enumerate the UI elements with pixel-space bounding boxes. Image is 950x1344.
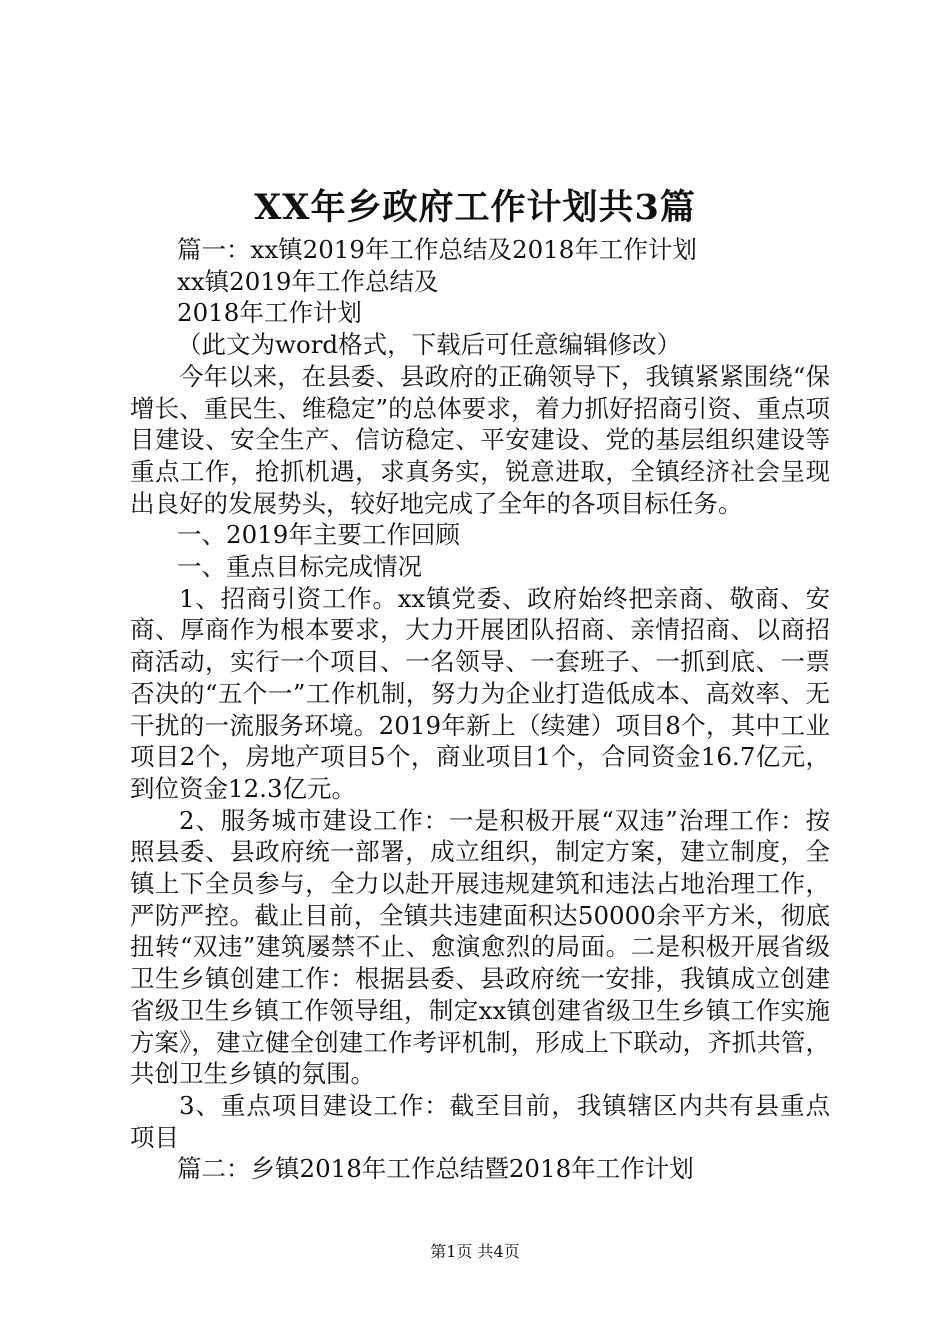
paragraph-investment: 1、招商引资工作。xx镇党委、政府始终把亲商、敬商、安商、厚商作为根本要求，大力开展团队招商、亲情招商、以商招商活动，实行一个项目、一名领导、一套班子、一抓到底、一票否决的“五个一”工作机制，努力为企业打造低成本、高效率、无干扰的一流服务环境。2019年新上（续建）项目8个，其中工业项目2个，房地产项目5个，商业项目1个，合同资金16.7亿元，到位资金12.3亿元。 [130,583,830,803]
page-footer: 第1页 共4页 [430,1242,520,1261]
paragraph-format-note: （此文为word格式，下载后可任意编辑修改） [177,330,682,360]
paragraph-review-heading: 一、2019年主要工作回顾 [177,520,460,550]
paragraph-intro: 今年以来，在县委、县政府的正确领导下，我镇紧紧围绕“保增长、重民生、维稳定”的总体要求，着力抓好招商引资、重点项目建设、安全生产、信访稳定、平安建设、党的基层组织建设等重点工作，抢抓机遇，求真务实，锐意进取，全镇经济社会呈现出良好的发展势头，较好地完成了全年的各项目标任务。 [130,361,830,518]
paragraph-section-two-heading: 篇二：乡镇2018年工作总结暨2018年工作计划 [177,1154,694,1184]
paragraph-subtitle-1: xx镇2019年工作总结及 [177,266,439,296]
paragraph-section-one-heading: 篇一：xx镇2019年工作总结及2018年工作计划 [177,235,697,264]
paragraph-targets-heading: 一、重点目标完成情况 [177,552,422,582]
document-title: XX年乡政府工作计划共3篇 [254,187,696,228]
paragraph-key-projects: 3、重点项目建设工作：截至目前，我镇辖区内共有县重点项目 [130,1090,830,1152]
paragraph-subtitle-2: 2018年工作计划 [177,298,362,328]
paragraph-urban-construction: 2、服务城市建设工作：一是积极开展“双违”治理工作：按照县委、县政府统一部署，成立组织，制定方案，建立制度，全镇上下全员参与，全力以赴开展违规建筑和违法占地治理工作，严防严控。截止目前，全镇共违建面积达50000余平方米，彻底扭转“双违”建筑屡禁不止、愈演愈烈的局面。二是积极开展省级卫生乡镇创建工作：根据县委、县政府统一安排，我镇成立创建省级卫生乡镇工作领导组，制定xx镇创建省级卫生乡镇工作实施方案》，建立健全创建工作考评机制，形成上下联动，齐抓共管，共创卫生乡镇的氛围。 [130,805,830,1089]
document-body [130,234,830,1185]
